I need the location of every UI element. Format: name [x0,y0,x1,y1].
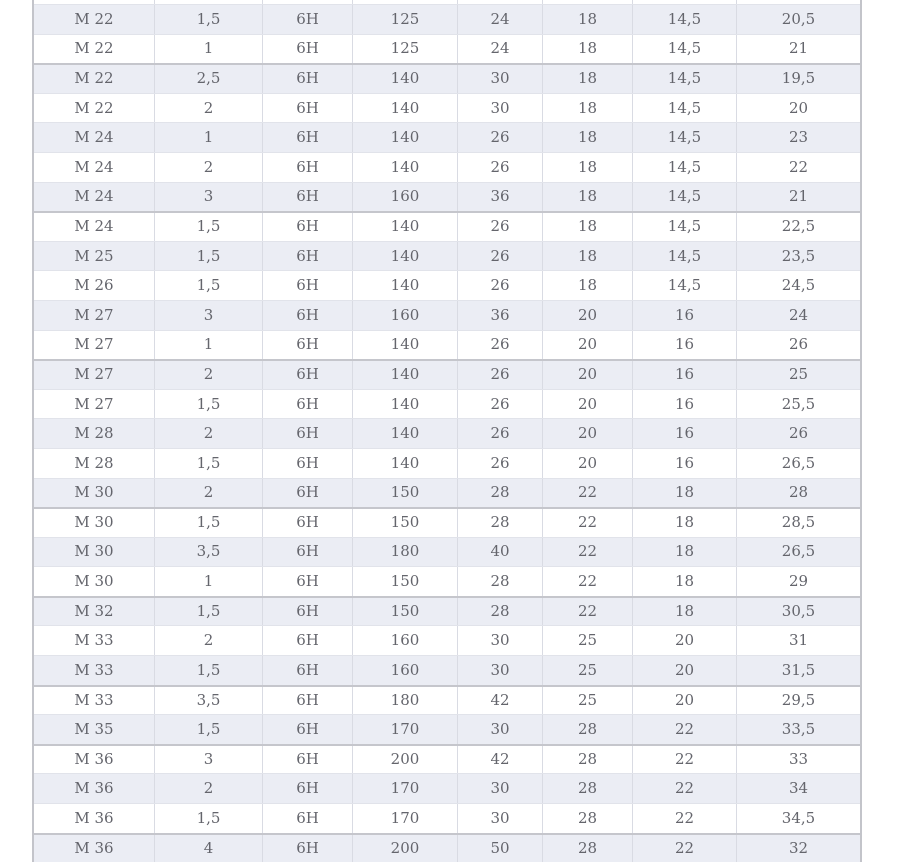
table-cell: 30,5 [781,602,816,621]
table-cell: M 25 [34,242,155,271]
table-cell: M 33 [34,656,155,685]
table-row [34,478,860,508]
table-cell: 20 [543,361,633,389]
table-cell: 6H [263,361,353,389]
table-cell [155,0,263,4]
table-cell: 6H [263,271,353,300]
table-cell: 33 [788,750,809,769]
table-cell: 160 [353,626,458,655]
table-cell: 6H [263,213,353,241]
table-cell: 1 [155,123,263,152]
table-cell: 26 [458,331,543,360]
table-row [34,389,860,419]
table-cell: 30 [458,656,543,685]
table-cell: 6H [263,183,353,212]
table-cell: 2 [155,479,263,508]
table-cell: 2 [155,361,263,389]
table-cell: 16 [633,449,737,478]
table-cell: 1,5 [155,656,263,685]
table-cell: 140 [353,271,458,300]
table-cell: 3 [155,746,263,774]
table-cell: 140 [353,419,458,448]
table-row-clipped-top [34,0,860,4]
table-cell: 170 [353,715,458,744]
table-cell: 24,5 [781,276,816,295]
table-cell: 14,5 [633,242,737,271]
table-cell: 6H [263,242,353,271]
table-cell: 30 [458,804,543,833]
table-row [34,122,860,152]
table-cell: 2 [155,153,263,182]
table-cell: 1,5 [155,213,263,241]
table-cell: M 36 [34,804,155,833]
table-cell: 28 [788,483,809,502]
table-cell: M 24 [34,183,155,212]
table-row [34,625,860,655]
table-cell: 2 [155,419,263,448]
table-cell: 125 [353,5,458,34]
table-cell: 26 [458,361,543,389]
table-cell: 2 [155,774,263,803]
table-cell: 16 [633,390,737,419]
table-cell: 6H [263,479,353,508]
table-cell: 22 [633,715,737,744]
table-row [34,596,860,626]
table-cell: 36 [458,183,543,212]
table-cell [458,0,543,4]
table-cell: 14,5 [633,35,737,64]
table-cell: M 33 [34,687,155,715]
table-cell: M 27 [34,390,155,419]
table-cell: 18 [543,5,633,34]
table-cell: M 28 [34,419,155,448]
table-cell: 30 [458,65,543,93]
table-row [34,152,860,182]
table-cell: 26 [458,419,543,448]
table-cell: 22 [633,746,737,774]
table-cell: 26 [458,213,543,241]
table-cell: 6H [263,449,353,478]
table-cell: 28 [458,598,543,626]
table-cell: 150 [353,479,458,508]
table-cell: 6H [263,656,353,685]
table-cell: 140 [353,449,458,478]
table-cell: M 24 [34,213,155,241]
table-cell: 20 [633,687,737,715]
table-cell: 140 [353,331,458,360]
table-cell: 20 [543,419,633,448]
table-cell: 18 [633,598,737,626]
table-cell: M 32 [34,598,155,626]
table-row [34,448,860,478]
table-row [34,655,860,685]
table-cell: M 36 [34,835,155,862]
table-cell: 25 [543,687,633,715]
table-cell: 18 [543,153,633,182]
table-cell: 18 [543,242,633,271]
table-cell: 6H [263,598,353,626]
table-cell: 6H [263,835,353,862]
table-cell: 4 [155,835,263,862]
table-cell: 30 [458,94,543,123]
table-cell: 26,5 [781,453,816,472]
table-cell: 42 [458,746,543,774]
table-cell [263,0,353,4]
table-cell: 19,5 [781,69,816,88]
table-cell: 18 [543,94,633,123]
table-cell: M 35 [34,715,155,744]
table-cell: 1,5 [155,715,263,744]
table-cell: 31 [788,631,809,650]
table-cell: 140 [353,153,458,182]
table-cell: 1 [155,331,263,360]
table-cell: 24 [458,5,543,34]
table-cell: 25 [543,626,633,655]
table-cell: 26 [458,449,543,478]
table-cell: 26 [788,424,809,443]
table-cell: 18 [633,538,737,567]
table-row [34,330,860,360]
table-cell: 26 [458,390,543,419]
table-cell: 6H [263,94,353,123]
table-cell: 20 [543,301,633,330]
table-cell: 140 [353,65,458,93]
table-cell: 6H [263,419,353,448]
table-cell: 140 [353,361,458,389]
table-cell: 28 [543,715,633,744]
table-cell: 180 [353,687,458,715]
table-row [34,833,860,862]
table-cell: 20 [543,331,633,360]
table-cell: M 26 [34,271,155,300]
table-cell: 20 [633,626,737,655]
table-cell: 20 [543,390,633,419]
table-row [34,685,860,715]
table-cell: 22 [543,538,633,567]
table-cell [353,0,458,4]
table-cell: M 28 [34,449,155,478]
table-cell: M 22 [34,65,155,93]
table-cell: 30 [458,626,543,655]
table-cell: 16 [633,331,737,360]
table-cell: 18 [633,479,737,508]
table-row [34,566,860,596]
table-cell: M 30 [34,479,155,508]
table-cell: 21 [788,39,809,58]
table-cell: 14,5 [633,123,737,152]
table-cell: 23,5 [781,246,816,265]
table-cell: 30 [458,774,543,803]
table-cell: 1,5 [155,509,263,537]
table-cell: 28,5 [781,513,816,532]
table-cell: 6H [263,5,353,34]
table-row [34,63,860,93]
table-cell: 28 [543,746,633,774]
table-cell [737,0,860,4]
table-cell: 180 [353,538,458,567]
table-row [34,93,860,123]
table-cell: 26 [458,153,543,182]
table-cell: 2 [155,626,263,655]
table-cell: 1,5 [155,271,263,300]
table-cell: 28 [458,509,543,537]
table-cell: 16 [633,301,737,330]
table-cell: 6H [263,509,353,537]
table-cell: 6H [263,65,353,93]
table-cell: M 30 [34,567,155,596]
table-row [34,300,860,330]
table-cell: 29,5 [781,690,816,709]
thread-size-table [32,0,862,862]
table-cell: 26 [458,242,543,271]
table-cell: 6H [263,153,353,182]
table-row [34,4,860,34]
table-cell: 170 [353,804,458,833]
table-cell: 1,5 [155,449,263,478]
table-cell: 22 [633,804,737,833]
table-cell: 1,5 [155,390,263,419]
table-cell: 18 [633,509,737,537]
table-cell: 3,5 [155,687,263,715]
table-cell: 14,5 [633,65,737,93]
table-cell: M 24 [34,123,155,152]
table-cell: 6H [263,746,353,774]
table-cell: 160 [353,183,458,212]
table-row [34,359,860,389]
table-cell: 1 [155,567,263,596]
table-cell: M 27 [34,331,155,360]
table-cell: 125 [353,35,458,64]
table-row [34,241,860,271]
table-cell: 34 [788,779,809,798]
table-cell: 6H [263,35,353,64]
table-cell: 2,5 [155,65,263,93]
table-row [34,803,860,833]
table-row [34,418,860,448]
table-cell [543,0,633,4]
table-cell: 170 [353,774,458,803]
table-cell: 6H [263,123,353,152]
table-cell [34,0,155,4]
table-cell: 6H [263,538,353,567]
table-cell: 18 [543,213,633,241]
table-cell: 26 [458,123,543,152]
table-row [34,714,860,744]
table-cell: 22 [543,567,633,596]
table-cell: 18 [543,183,633,212]
table-cell: 6H [263,715,353,744]
table-cell: M 24 [34,153,155,182]
table-row [34,34,860,64]
table-cell: 26,5 [781,542,816,561]
table-row [34,211,860,241]
table-cell: 26 [458,271,543,300]
table-cell: 30 [458,715,543,744]
table-row [34,507,860,537]
table-cell: 150 [353,598,458,626]
table-cell: M 36 [34,774,155,803]
table-cell: 28 [458,479,543,508]
table-row [34,744,860,774]
table-cell: 32 [788,838,809,857]
table-cell: 40 [458,538,543,567]
table-cell: 160 [353,656,458,685]
table-cell: 150 [353,567,458,596]
table-cell: 140 [353,390,458,419]
table-cell: 22 [633,774,737,803]
table-cell: 29 [788,572,809,591]
table-cell: 16 [633,361,737,389]
table-cell: 23 [788,128,809,147]
table-cell: 6H [263,331,353,360]
table-cell: 33,5 [781,720,816,739]
table-row [34,270,860,300]
table-cell: 14,5 [633,5,737,34]
table-cell: M 33 [34,626,155,655]
table-cell: 3,5 [155,538,263,567]
table-cell: 6H [263,774,353,803]
table-cell: 28 [543,835,633,862]
table-cell: 24 [458,35,543,64]
table-cell: M 30 [34,538,155,567]
table-cell: 3 [155,301,263,330]
table-cell: 28 [458,567,543,596]
table-cell: 200 [353,746,458,774]
table-cell: 24 [788,305,809,324]
table-cell: 18 [543,35,633,64]
table-cell: 14,5 [633,183,737,212]
table-cell: 26 [788,335,809,354]
table-cell: 14,5 [633,153,737,182]
table-cell: 50 [458,835,543,862]
table-cell: 28 [543,804,633,833]
table-cell: 36 [458,301,543,330]
table-cell: 22 [633,835,737,862]
table-cell: 14,5 [633,94,737,123]
table-cell: 200 [353,835,458,862]
table-cell: M 27 [34,301,155,330]
table-cell: 20 [633,656,737,685]
table-row [34,182,860,212]
table-cell: 25,5 [781,394,816,413]
table-cell: M 22 [34,94,155,123]
table-cell: 22 [543,598,633,626]
table-cell: 6H [263,804,353,833]
table-cell: 31,5 [781,660,816,679]
table-cell: 20,5 [781,9,816,28]
table-cell: 18 [543,65,633,93]
table-cell: 6H [263,301,353,330]
table-cell: 22,5 [781,217,816,236]
table-cell: 1,5 [155,804,263,833]
table-cell: 14,5 [633,213,737,241]
table-cell: 14,5 [633,271,737,300]
table-cell: 160 [353,301,458,330]
table-row [34,537,860,567]
table-cell: 6H [263,626,353,655]
table-cell: 6H [263,390,353,419]
table-cell: 1 [155,35,263,64]
table-cell: 140 [353,94,458,123]
table-cell: 28 [543,774,633,803]
table-cell: 22 [788,157,809,176]
table-cell: 25 [543,656,633,685]
table-cell: 140 [353,123,458,152]
table-cell: 1,5 [155,242,263,271]
table-cell: 140 [353,213,458,241]
table-cell [633,0,737,4]
table-cell: 1,5 [155,5,263,34]
table-cell: M 27 [34,361,155,389]
table-row [34,773,860,803]
table-cell: 140 [353,242,458,271]
table-cell: M 36 [34,746,155,774]
table-cell: 25 [788,365,809,384]
table-cell: 16 [633,419,737,448]
table-cell: 2 [155,94,263,123]
table-cell: M 30 [34,509,155,537]
table-cell: 34,5 [781,808,816,827]
table-cell: M 22 [34,35,155,64]
table-cell: 6H [263,687,353,715]
table-cell: 42 [458,687,543,715]
table-cell: 150 [353,509,458,537]
table-cell: 20 [788,98,809,117]
table-cell: 21 [788,187,809,206]
table-cell: M 22 [34,5,155,34]
table-cell: 6H [263,567,353,596]
table-cell: 18 [633,567,737,596]
table-cell: 18 [543,271,633,300]
table-cell: 1,5 [155,598,263,626]
table-cell: 22 [543,509,633,537]
table-cell: 3 [155,183,263,212]
table-cell: 20 [543,449,633,478]
table-cell: 22 [543,479,633,508]
table-cell: 18 [543,123,633,152]
